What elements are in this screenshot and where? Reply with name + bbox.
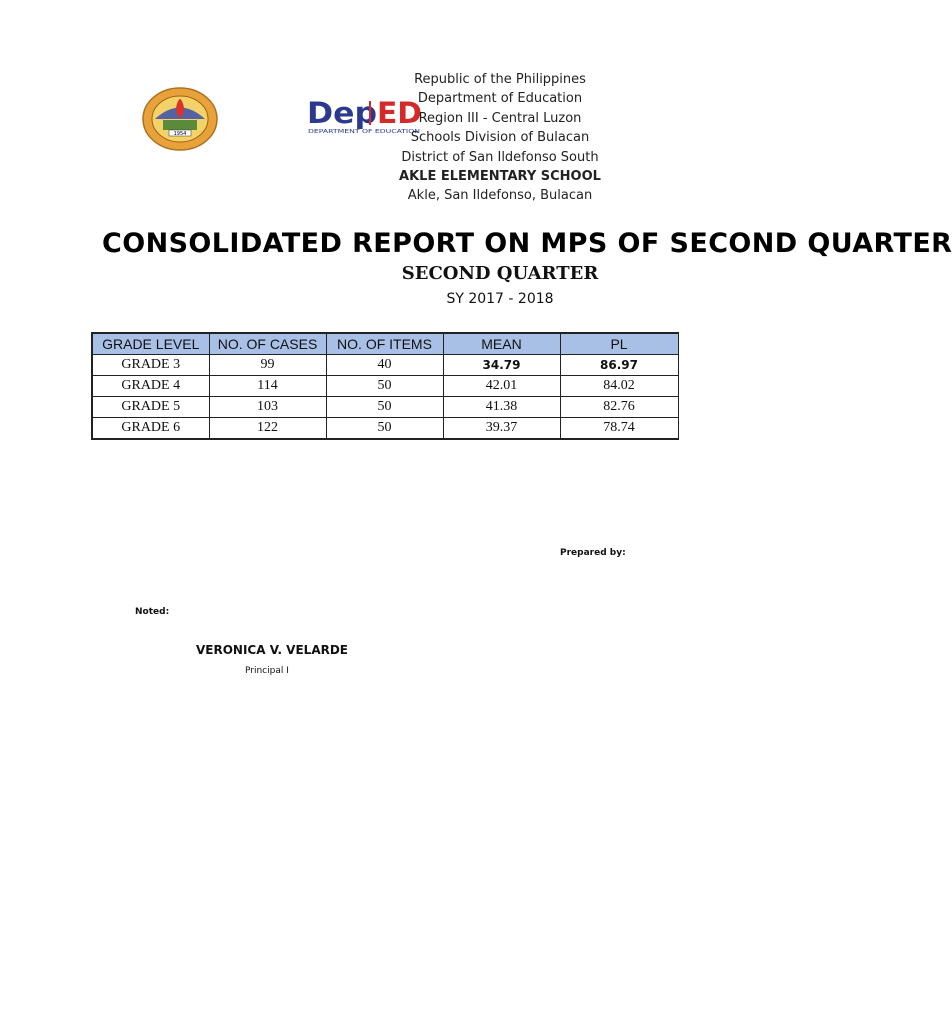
cell-pl: 86.97 (560, 355, 678, 376)
cell-items: 40 (326, 355, 443, 376)
principal-name: VERONICA V. VELARDE (196, 643, 348, 657)
cell-cases: 103 (209, 397, 326, 418)
cell-grade: GRADE 6 (92, 418, 209, 440)
seal-year: 1954 (173, 131, 187, 137)
svg-text:ED: ED (377, 96, 422, 130)
table-row (92, 376, 678, 397)
table-row (92, 355, 678, 376)
table-row (92, 418, 678, 440)
report-title: CONSOLIDATED REPORT ON MPS OF SECOND QUARTER (102, 228, 952, 259)
cell-pl: 78.74 (560, 418, 678, 440)
table-header-row (92, 333, 678, 355)
header-region: Region III - Central Luzon (418, 111, 582, 126)
cell-cases: 114 (209, 376, 326, 397)
table-row (92, 397, 678, 418)
cell-grade: GRADE 3 (92, 355, 209, 376)
svg-text:Dep: Dep (307, 96, 377, 130)
cell-mean: 39.37 (443, 418, 560, 440)
school-year: SY 2017 - 2018 (446, 291, 554, 307)
header-school-name: AKLE ELEMENTARY SCHOOL (399, 169, 601, 184)
noted-label: Noted: (135, 607, 170, 617)
cell-pl: 82.76 (560, 397, 678, 418)
cell-items: 50 (326, 418, 443, 440)
cell-mean: 42.01 (443, 376, 560, 397)
header-department: Department of Education (417, 91, 583, 106)
principal-title: Principal I (245, 666, 289, 676)
cell-grade: GRADE 4 (92, 376, 209, 397)
header-republic: Republic of the Philippines (414, 72, 586, 87)
cell-grade: GRADE 5 (92, 397, 209, 418)
quarter-label: SECOND QUARTER (401, 263, 599, 284)
school-seal-graphic (141, 86, 219, 152)
column-header-grade-level: GRADE LEVEL (92, 333, 209, 355)
column-header-pl: PL (560, 333, 678, 355)
cell-cases: 99 (209, 355, 326, 376)
prepared-by-label: Prepared by: (560, 548, 626, 558)
column-header-mean: MEAN (443, 333, 560, 355)
cell-items: 50 (326, 397, 443, 418)
column-header-items: NO. OF ITEMS (326, 333, 443, 355)
cell-items: 50 (326, 376, 443, 397)
header-district: District of San Ildefonso South (401, 150, 599, 165)
header-division: Schools Division of Bulacan (410, 130, 590, 145)
mps-table (91, 332, 679, 440)
deped-logo-subtitle: DEPARTMENT OF EDUCATION (308, 129, 420, 135)
cell-mean: 34.79 (443, 355, 560, 376)
header-school-address: Akle, San Ildefonso, Bulacan (407, 188, 593, 203)
column-header-cases: NO. OF CASES (209, 333, 326, 355)
school-seal (141, 86, 219, 152)
cell-cases: 122 (209, 418, 326, 440)
cell-pl: 84.02 (560, 376, 678, 397)
cell-mean: 41.38 (443, 397, 560, 418)
